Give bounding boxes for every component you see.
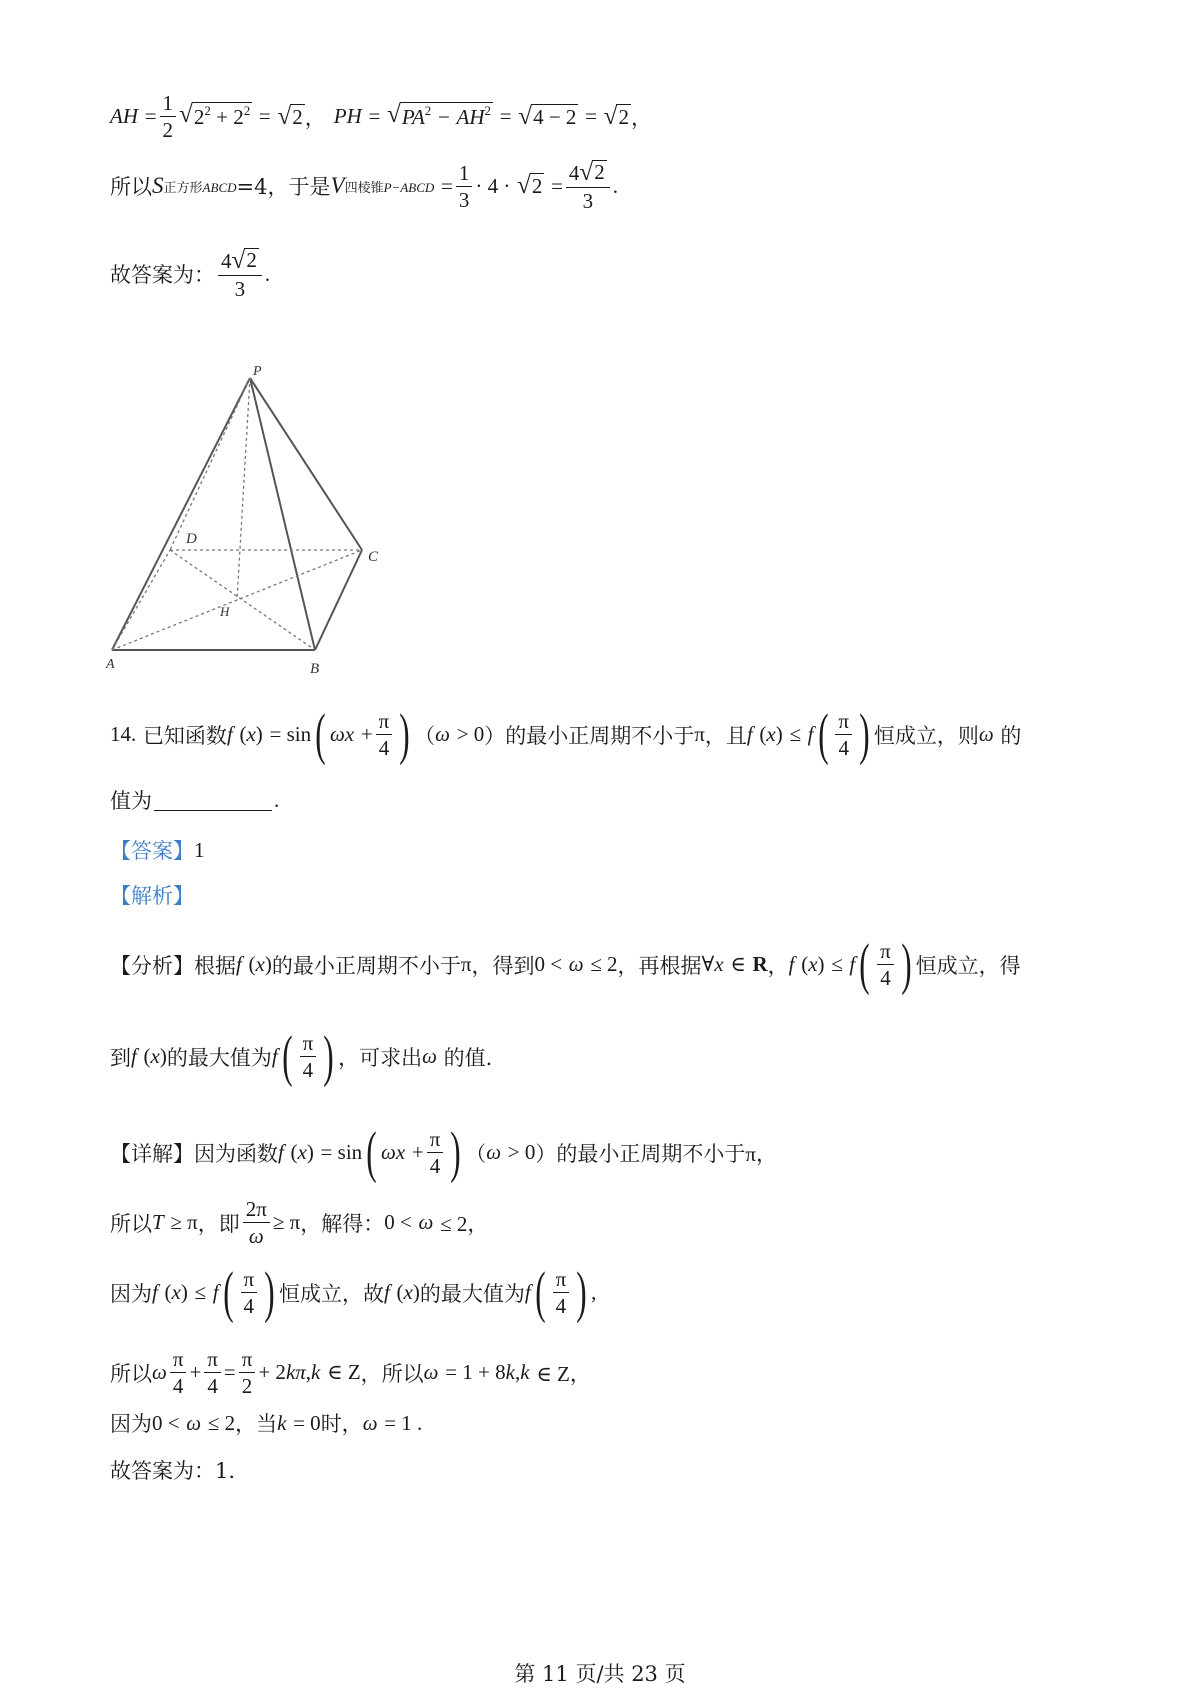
answer-blank <box>154 790 272 811</box>
analysis-tag-line <box>110 880 194 910</box>
equation-ah-ph: AH = $\frac{1}{2}$ √ $2^2 + 2^2$ = √ 2 ， PH = √ $PA^2 - AH^2$ = √ 4 − 2 = √ 2 ， <box>110 91 652 143</box>
text: 时， <box>320 1412 363 1436</box>
sub-label: 正方形 <box>163 180 203 196</box>
detail-label: 【详解】 <box>110 1141 194 1166</box>
text: 所以 <box>110 1211 152 1236</box>
text: 所以 <box>110 175 152 200</box>
text: ，且 <box>704 723 747 748</box>
question-14: 14. 已知函数 f ( x ) = sin ( ωx + $\frac{\pi}{4}$ ) （ ω > 0 ） 的最小正周期不小于 π ，且 f ( x ) ≤ f ( $\frac{\pi}{4}$ ) 恒成立，则 ω 的 <box>110 702 1022 766</box>
vertex-label-c: C <box>368 549 379 565</box>
text: 恒成立，故 <box>279 1281 384 1306</box>
text: 的最小正周期不小于 <box>271 953 461 978</box>
analysis-line-1: 【分析】 根据 f ( x ) 的最小正周期不小于 π ，得到 0 < ω ≤ 2 ，再根据 ∀ x ∈ R ， f ( x ) ≤ f ( $\frac{\pi}{4}$ ) 恒成立，得 <box>110 932 1021 996</box>
equation-volume: 所以 S 正方形ABCD =4，于是 V 四棱锥P−ABCD = $\frac{1}{3}$ · 4 · √ 2 = 4 √ 2 3 . <box>110 159 618 214</box>
page-footer: 第 11 页/共 23 页 <box>514 1662 686 1686</box>
text: ，解得： <box>300 1211 385 1236</box>
analysis-tag: 【解析】 <box>110 884 194 908</box>
text: 的值. <box>443 1045 493 1070</box>
text: 恒成立，得 <box>915 953 1021 978</box>
detail-line-4: 所以 ω $\frac{\pi}{4}$ + $\frac{\pi}{4}$ = $\frac{\pi}{2}$ + 2 kπ , k ∈ Z ，所以 ω = 1 + 8 k , k ∈ Z， <box>110 1347 591 1399</box>
question-14-blank: 值为 . <box>110 785 279 815</box>
detail-line-3: 因为 f ( x ) ≤ f ( $\frac{\pi}{4}$ ) 恒成立，故 f ( x ) 的最大值为 f ( $\frac{\pi}{4}$ ) , <box>110 1260 597 1324</box>
text: 恒成立，则 <box>873 723 979 748</box>
text: ，即 <box>197 1211 240 1236</box>
text: 的最大值为 <box>166 1045 272 1070</box>
text: 因为 <box>110 1412 152 1436</box>
detail-line-2: 所以 T ≥ π ，即 $\frac{2\pi}{\omega}$ ≥ π ，解得： 0 < ω ≤ 2， <box>110 1197 489 1249</box>
analysis-line-2: 到 f ( x ) 的最大值为 f ( $\frac{\pi}{4}$ ) ，可求出 ω 的值. <box>110 1024 493 1088</box>
sub-label: 四棱锥 <box>344 180 384 196</box>
text: 因为 <box>110 1281 152 1306</box>
text: 的最大值为 <box>419 1281 525 1306</box>
vertex-label-h: H <box>220 604 230 619</box>
text: 的最小正周期不小于 <box>556 1141 746 1166</box>
text: ，可求出 <box>338 1045 423 1070</box>
text: 的 <box>1000 723 1022 748</box>
text: 到 <box>110 1045 131 1070</box>
text: ，当 <box>235 1412 278 1436</box>
answer-value: 1 <box>194 837 205 862</box>
vertex-label-d: D <box>186 531 197 547</box>
text: ，再根据 <box>617 953 702 978</box>
question-number: 14. <box>110 722 137 747</box>
pyramid-figure <box>100 355 420 685</box>
text: 已知函数 <box>142 723 227 748</box>
answer-section <box>110 835 205 865</box>
vertex-label-p: P <box>253 364 262 379</box>
text: 因为函数 <box>194 1141 278 1166</box>
detail-final <box>110 1455 235 1485</box>
vertex-label-a: A <box>106 657 115 672</box>
vertex-label-b: B <box>310 661 320 677</box>
detail-line-5: 因为 0 < ω ≤ 2 ，当 k = 0 时， ω = 1 . <box>110 1408 422 1438</box>
detail-line-1: 【详解】 因为函数 f ( x ) = sin ( ωx + $\frac{\pi}{4}$ ) （ ω > 0 ） 的最小正周期不小于 π， <box>110 1120 777 1184</box>
analysis-label: 【分析】 <box>110 953 194 978</box>
text: 故答案为： <box>110 263 215 288</box>
text: 的最小正周期不小于 <box>505 723 695 748</box>
comma: ， <box>304 105 326 130</box>
text: 所以 <box>110 1361 152 1386</box>
comma: ， <box>630 105 652 130</box>
answer-13: 故答案为： 4 √ 2 3 . <box>110 247 271 302</box>
text: 根据 <box>194 953 236 978</box>
text: 故答案为：1. <box>110 1459 236 1483</box>
answer-tag: 【答案】 <box>110 839 194 863</box>
text: ，所以 <box>360 1361 424 1386</box>
text: ，得到 <box>471 953 535 978</box>
text: =4，于是 <box>236 175 331 200</box>
text: 值为 <box>110 789 152 813</box>
